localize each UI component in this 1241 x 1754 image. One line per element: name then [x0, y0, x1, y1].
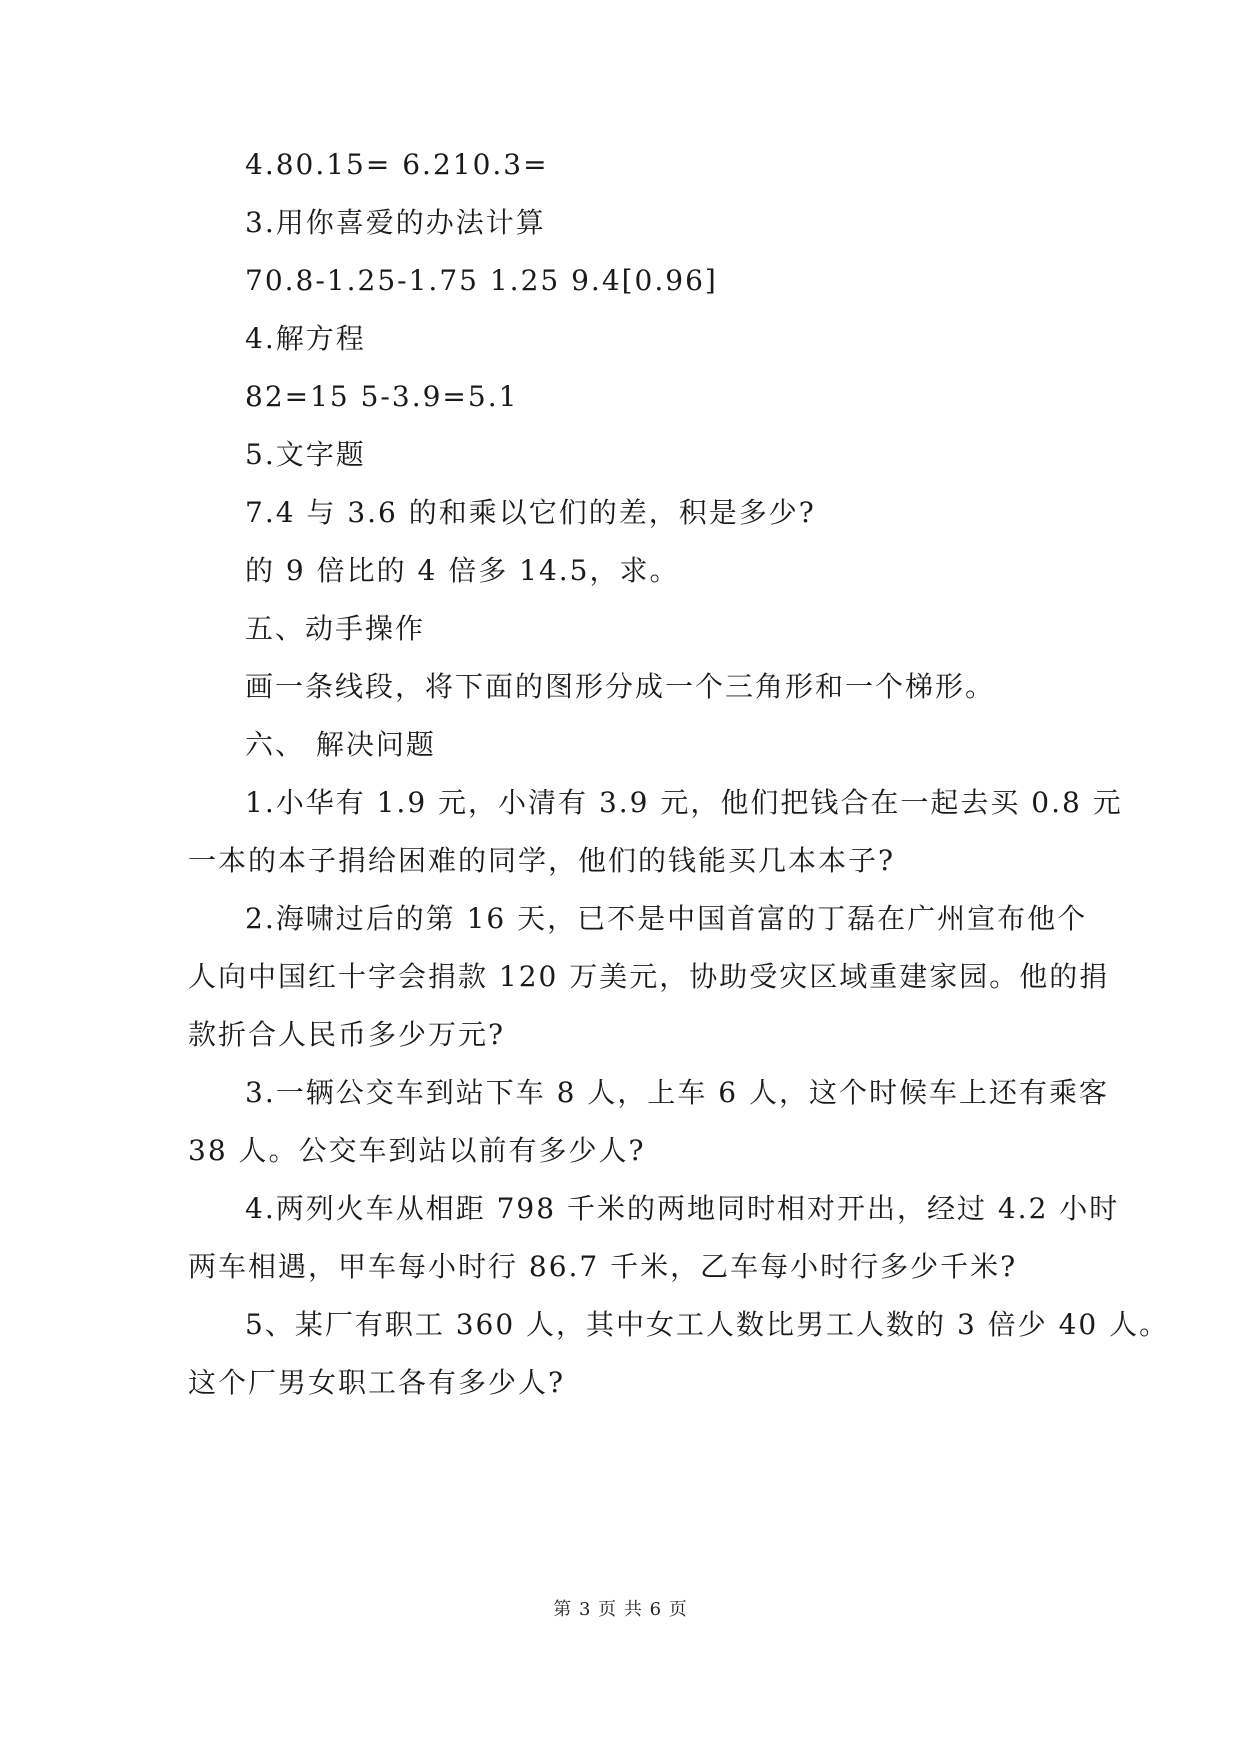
text-line: 2.海啸过后的第 16 天，已不是中国首富的丁磊在广州宣布他个 [245, 902, 1088, 935]
text-line: 画一条线段，将下面的图形分成一个三角形和一个梯形。 [245, 670, 996, 703]
text-line: 的 9 倍比的 4 倍多 14.5，求。 [245, 554, 680, 587]
text-line: 5、某厂有职工 360 人，其中女工人数比男工人数的 3 倍少 40 人。 [245, 1308, 1170, 1341]
section-heading: 五、动手操作 [245, 612, 426, 645]
text-line: 两车相遇，甲车每小时行 86.7 千米，乙车每小时行多少千米? [188, 1250, 1018, 1283]
text-line: 4.解方程 [245, 322, 366, 355]
text-line: 这个厂男女职工各有多少人? [188, 1366, 566, 1399]
text-line: 82=15 5-3.9=5.1 [245, 380, 519, 413]
text-line: 一本的本子捐给困难的同学，他们的钱能买几本本子? [188, 844, 896, 877]
text-line: 3.一辆公交车到站下车 8 人，上车 6 人，这个时候车上还有乘客 [245, 1076, 1109, 1109]
text-line: 4.两列火车从相距 798 千米的两地同时相对开出，经过 4.2 小时 [245, 1192, 1120, 1225]
text-line: 3.用你喜爱的办法计算 [245, 206, 546, 239]
page-footer: 第 3 页 共 6 页 [553, 1599, 688, 1620]
text-line: 70.8-1.25-1.75 1.25 9.4[0.96] [245, 264, 718, 297]
text-line: 38 人。公交车到站以前有多少人? [188, 1134, 646, 1167]
text-line: 1.小华有 1.9 元，小清有 3.9 元，他们把钱合在一起去买 0.8 元 [245, 786, 1123, 819]
text-line: 4.80.15= 6.210.3= [245, 148, 549, 181]
text-line: 人向中国红十字会捐款 120 万美元，协助受灾区域重建家园。他的捐 [188, 960, 1110, 993]
text-line: 5.文字题 [245, 438, 366, 471]
text-line: 7.4 与 3.6 的和乘以它们的差，积是多少? [245, 496, 816, 529]
text-line: 款折合人民币多少万元? [188, 1018, 506, 1051]
section-heading: 六、 解决问题 [245, 728, 436, 761]
